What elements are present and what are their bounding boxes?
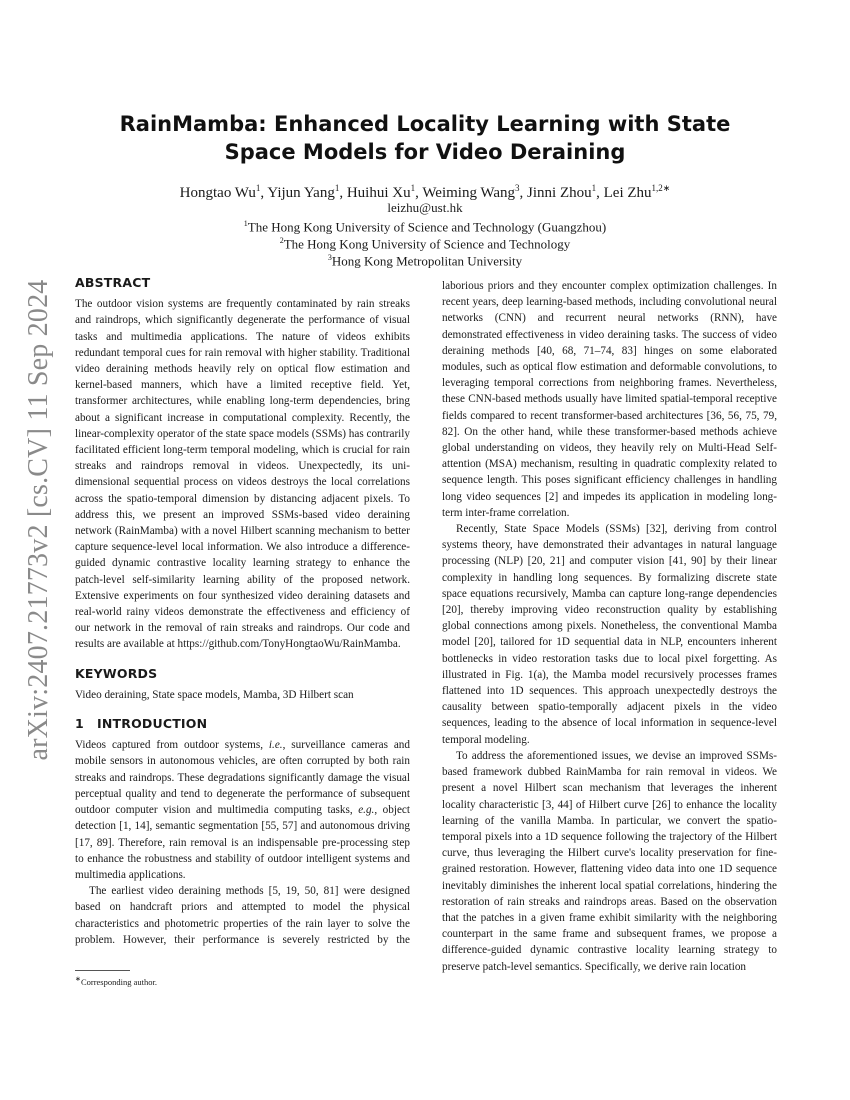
author: Yijun Yang$^1$, bbox=[267, 183, 347, 201]
author: Weiming Wang$^3$, bbox=[422, 183, 528, 201]
contact-email[interactable]: leizhu@ust.hk bbox=[387, 200, 463, 215]
footnote: ∗Corresponding author. bbox=[75, 975, 157, 987]
right-column bbox=[442, 278, 777, 975]
abstract-heading: ABSTRACT bbox=[75, 275, 151, 290]
intro-paragraph-2-continued: laborious priors and they encounter complex optimization challenges. In recent years, deep learning-based methods, including convolutional neural networks (CNN) and recurrent neural networks (RNN), have demonstrated effectiveness in video deraining tasks. The success of video deraining methods [40, 68, 71–74, 83] hinges on some elaborated modules, such as optical flow estimation and deformable convolutions, to leveraging temporal corrections from neighboring frames. Nevertheless, these CNN-based methods usually have limited spatial-temporal receptive fields compared to recent transformer-based architectures [36, 56, 75, 79, 82]. On the other hand, while these transformer-based methods achieve global understanding on videos, they heavily rely on Multi-Head Self-attention (MSA) mechanism, resulting in quadratic complexity related to sequence length. This poses significant efficiency challenges in handling long video sequences [2] and impedes its application in modeling long-term inter-frame correlation. bbox=[442, 280, 777, 519]
author: Jinni Zhou$^1$, bbox=[527, 183, 604, 201]
footnote-divider bbox=[75, 970, 130, 971]
arxiv-side-stamp bbox=[14, 279, 64, 761]
keywords-text: Video deraining, State space models, Mamba, 3D Hilbert scan bbox=[75, 688, 354, 701]
author: Hongtao Wu$^1$, bbox=[179, 183, 268, 201]
paper-title: RainMamba: Enhanced Locality Learning with State Space Models for Video Deraining bbox=[119, 112, 731, 164]
introduction-heading: 1 INTRODUCTION bbox=[75, 716, 208, 732]
affiliation: $^1$The Hong Kong University of Science and Technology (Guangzhou) bbox=[243, 219, 607, 235]
affiliation: $^3$Hong Kong Metropolitan University bbox=[327, 253, 523, 269]
affiliation: $^2$The Hong Kong University of Science and Technology bbox=[279, 236, 571, 252]
abstract-text: The outdoor vision systems are frequently contaminated by rain streaks and raindrops, which significantly degenerate the performance of visual tasks and multimedia applications. The nature of videos exhibits redundant temporal cues for rain removal with higher stability. Traditional video deraining methods heavily rely on optical flow estimation and kernel-based manners, which have a limited receptive field. Yet, transformer architectures, while enabling long-term dependencies, bring about a significant increase in computational complexity. Recently, the linear-complexity operator of the state space models (SSMs) has contrarily facilitated efficient long-term temporal modeling, which is crucial for rain streaks and raindrops removal in videos. Unexpectedly, its uni-dimensional sequential process on videos destroys the local correlations across the spatio-temporal dimension by distancing adjacent pixels. To address this, we present an improved SSMs-based video deraining network (RainMamba) with a novel Hilbert scanning mechanism to better capture sequence-level local information. We also introduce a difference-guided dynamic contrastive locality learning strategy to enhance the patch-level self-similarity learning ability of the proposed network. Extensive experiments on four synthesized video deraining datasets and real-world rainy videos demonstrate the effectiveness and efficiency of our network in the removal of rain streaks and raindrops. Our code and results are available at https://github.com/TonyHongtaoWu/RainMamba. bbox=[75, 298, 410, 651]
author: Huihui Xu$^1$, bbox=[346, 183, 423, 201]
keywords-heading: KEYWORDS bbox=[75, 665, 158, 681]
arxiv-identifier: arXiv:2407.21773v2 [cs.CV] 11 Sep 2024 bbox=[23, 279, 54, 761]
intro-paragraph-4: To address the aforementioned issues, we devise an improved SSMs-based framework dubbed RainMamba for rain removal in videos. We present a novel Hilbert scan mechanism that leverages the inherent locality characteristic [3, 44] of Hilbert curve [26] to enhance the locality learning of the vanilla Mamba. In particular, we convert the spatio-temporal pixels into a 1D sequence following the trajectory of the Hilbert curve, thus leveraging the Hilbert curve's locality preservation for fine-grained restoration. However, flattening video data into one 1D sequence inevitably diminishes the inherent local spatial correlations, hindering the restoration of rain streaks and raindrops areas. Based on the observation that the patches in a given frame exhibit similarity with the neighboring counterpart in the same frame and subsequent frames, we propose a difference-guided dynamic contrastive locality learning strategy to preserve patch-level semantics. Specifically, we derive rain location bbox=[442, 749, 777, 973]
left-column bbox=[75, 275, 410, 948]
author: Lei Zhu$^{1,2∗}$ bbox=[603, 183, 671, 201]
intro-paragraph-1: Videos captured from outdoor systems, i.e., surveillance cameras and mobile sensors in autonomous vehicles, are often corrupted by both rain streaks and raindrops. These degradations significantly damage the visual perceptual quality and tend to degenerate the performance of subsequent outdoor computer vision and multimedia computing tasks, e.g., object detection [1, 14], semantic segmentation [55, 57] and autonomous driving [17, 89]. Therefore, rain removal is an indispensable pre-processing step to enhance the robustness and stability of outdoor intelligent systems and multimedia applications. bbox=[75, 739, 410, 881]
intro-paragraph-2: The earliest video deraining methods [5, 19, 50, 81] were designed based on handcraft priors and attempted to model the physical characteristics and photometric properties of the rain layer to solve the problem. However, their performance is severely restricted by the bbox=[75, 885, 410, 946]
intro-paragraph-3: Recently, State Space Models (SSMs) [32], deriving from control systems theory, have demonstrated their advantages in natural language processing (NLP) [20, 21] and computer vision [41, 90] by their linear complexity in handling long sequences. By formalizing discrete state space equations recursively, Mamba can capture long-range dependencies [20], thereby improving video reconstruction quality by establishing global connections among pixels. Nonetheless, the conventional Mamba model [20], tailored for 1D sequential data in NLP, encounters inherent bottlenecks in video restoration tasks due to local pixel forgetting. As illustrated in Fig. 1(a), the Mamba model recursively processes frames flattened into 1D sequences. This approach unexpectedly destroys the causality between spatio-temporally adjacent pixels in the video sequences, leading to the absence of local information in sequence-level temporal modeling. bbox=[442, 523, 777, 746]
